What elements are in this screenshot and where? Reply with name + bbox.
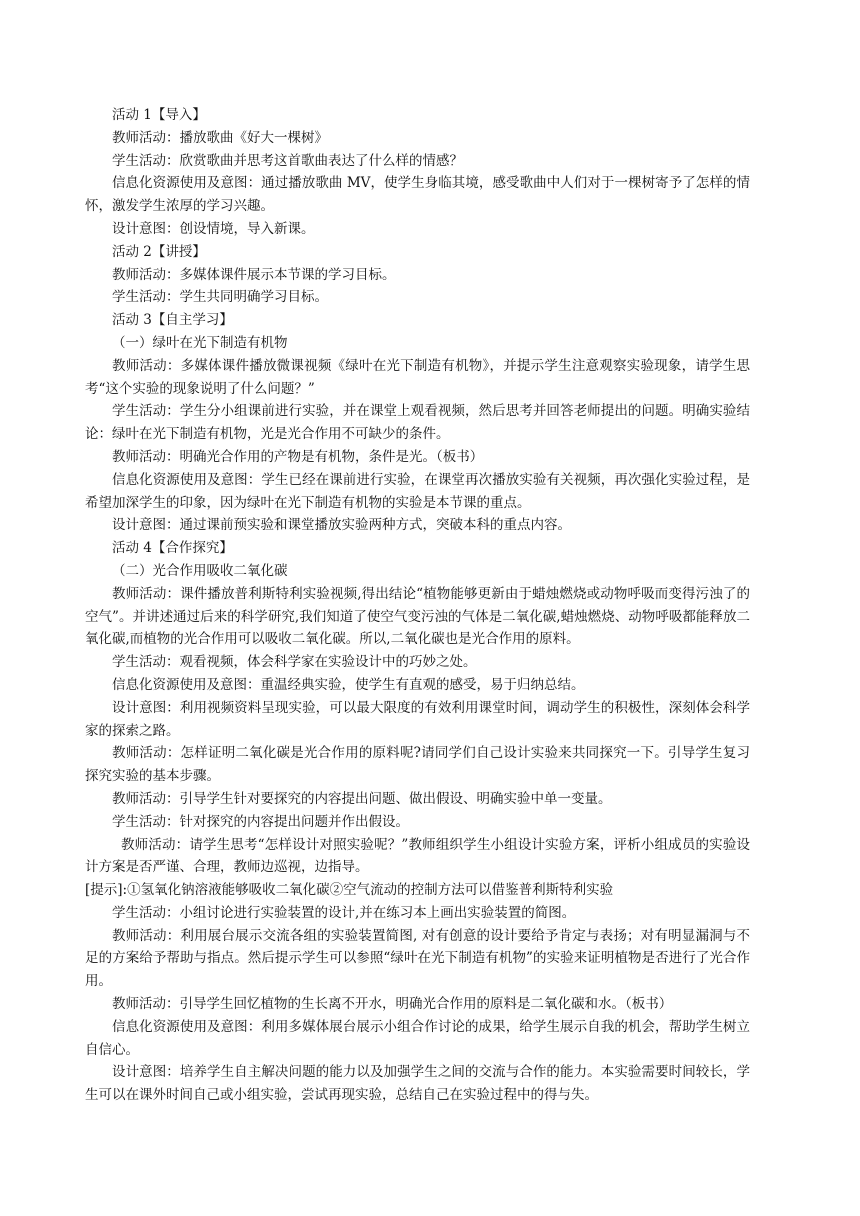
- section-2-heading: （二）光合作用吸收二氧化碳: [112, 562, 288, 579]
- paragraph-teacher-activity: 教师活动：课件播放普利斯特利实验视频,得出结论“植物能够更新由于蜡烛燃烧或动物呼吸而变得污浊了的空气”。并讲述通过后来的科学研究,我们知道了使空气变污浊的气体是二氧化碳,蜡烛燃烧、动物呼吸都能释放二氧化碳,而植物的光合作用可以吸收二氧化碳。所以,二氧化碳也是光合作用的原料。: [85, 585, 750, 648]
- paragraph-teacher-activity: 教师活动：请学生思考“怎样设计对照实验呢？”教师组织学生小组设计实验方案，评析小组成员的实验设计方案是否严谨、合理，教师边巡视，边指导。: [85, 836, 750, 876]
- activity-1-heading: 活动 1【导入】: [112, 107, 206, 123]
- paragraph-info-resource: 信息化资源使用及意图：学生已经在课前进行实验，在课堂再次播放实验有关视频，再次强化实验过程，是希望加深学生的印象，因为绿叶在光下制造有机物的实验是本节课的重点。: [85, 471, 750, 511]
- paragraph-teacher-activity: 教师活动：明确光合作用的产物是有机物，条件是光。（板书）: [112, 448, 484, 465]
- document-body: [85, 104, 750, 1107]
- activity-4-heading: 活动 4【合作探究】: [112, 540, 233, 557]
- section-1-heading: （一）绿叶在光下制造有机物: [112, 334, 288, 351]
- paragraph-teacher-activity: 教师活动：引导学生回忆植物的生长离不开水，明确光合作用的原料是二氧化碳和水。（板书）: [112, 996, 673, 1013]
- paragraph-student-activity: 学生活动：观看视频，体会科学家在实验设计中的巧妙之处。: [112, 654, 477, 671]
- paragraph-design-intent: 设计意图：通过课前预实验和课堂播放实验两种方式，突破本科的重点内容。: [112, 517, 571, 534]
- paragraph-student-activity: 学生活动：针对探究的内容提出问题并作出假设。: [112, 813, 409, 830]
- paragraph-student-activity: 学生活动：学生分小组课前进行实验，并在课堂上观看视频，然后思考并回答老师提出的问题。明确实验结论：绿叶在光下制造有机物，光是光合作用不可缺少的条件。: [85, 403, 750, 443]
- paragraph-teacher-activity: 教师活动：多媒体课件展示本节课的学习目标。: [112, 266, 396, 283]
- paragraph-design-intent: 设计意图：利用视频资料呈现实验，可以最大限度的有效利用课堂时间，调动学生的积极性，深刻体会科学家的探索之路。: [85, 699, 750, 739]
- paragraph-hint: [提示]:①氢氧化钠溶液能够吸收二氧化碳②空气流动的控制方法可以借鉴普利斯特利实验: [85, 882, 614, 899]
- activity-3-heading: 活动 3【自主学习】: [112, 312, 233, 329]
- paragraph-teacher-activity: 教师活动：利用展台展示交流各组的实验装置简图, 对有创意的设计要给予肯定与表扬；对有明显漏洞与不足的方案给予帮助与指点。然后提示学生可以参照“绿叶在光下制造有机物”的实验来证明植物是否进行了光合作用。: [85, 927, 750, 990]
- paragraph-teacher-activity: 教师活动：怎样证明二氧化碳是光合作用的原料呢?请同学们自己设计实验来共同探究一下。引导学生复习探究实验的基本步骤。: [85, 745, 750, 785]
- paragraph-design-intent: 设计意图：创设情境，导入新课。: [112, 220, 315, 237]
- paragraph-info-resource: 信息化资源使用及意图：通过播放歌曲 MV，使学生身临其境，感受歌曲中人们对于一棵树寄予了怎样的情怀，激发学生浓厚的学习兴趣。: [85, 175, 750, 215]
- paragraph-teacher-activity: 教师活动：引导学生针对要探究的内容提出问题、做出假设、明确实验中单一变量。: [112, 790, 612, 807]
- paragraph-info-resource: 信息化资源使用及意图：利用多媒体展台展示小组合作讨论的成果，给学生展示自我的机会，帮助学生树立自信心。: [85, 1018, 750, 1058]
- paragraph-student-activity: 学生活动：小组讨论进行实验装置的设计,并在练习本上画出实验装置的简图。: [112, 904, 576, 921]
- paragraph-info-resource: 信息化资源使用及意图：重温经典实验，使学生有直观的感受，易于归纳总结。: [112, 676, 585, 693]
- paragraph-teacher-activity: 教师活动：多媒体课件播放微课视频《绿叶在光下制造有机物》，并提示学生注意观察实验现象，请学生思考“这个实验的现象说明了什么问题？”: [85, 357, 750, 397]
- paragraph-student-activity: 学生活动：欣赏歌曲并思考这首歌曲表达了什么样的情感？: [112, 152, 463, 169]
- activity-2-heading: 活动 2【讲授】: [112, 243, 206, 260]
- paragraph-student-activity: 学生活动：学生共同明确学习目标。: [112, 289, 328, 306]
- paragraph-teacher-activity: 教师活动：播放歌曲《好大一棵树》: [112, 129, 328, 146]
- paragraph-design-intent: 设计意图：培养学生自主解决问题的能力以及加强学生之间的交流与合作的能力。本实验需要时间较长，学生可以在课外时间自己或小组实验，尝试再现实验，总结自己在实验过程中的得与失。: [85, 1064, 750, 1104]
